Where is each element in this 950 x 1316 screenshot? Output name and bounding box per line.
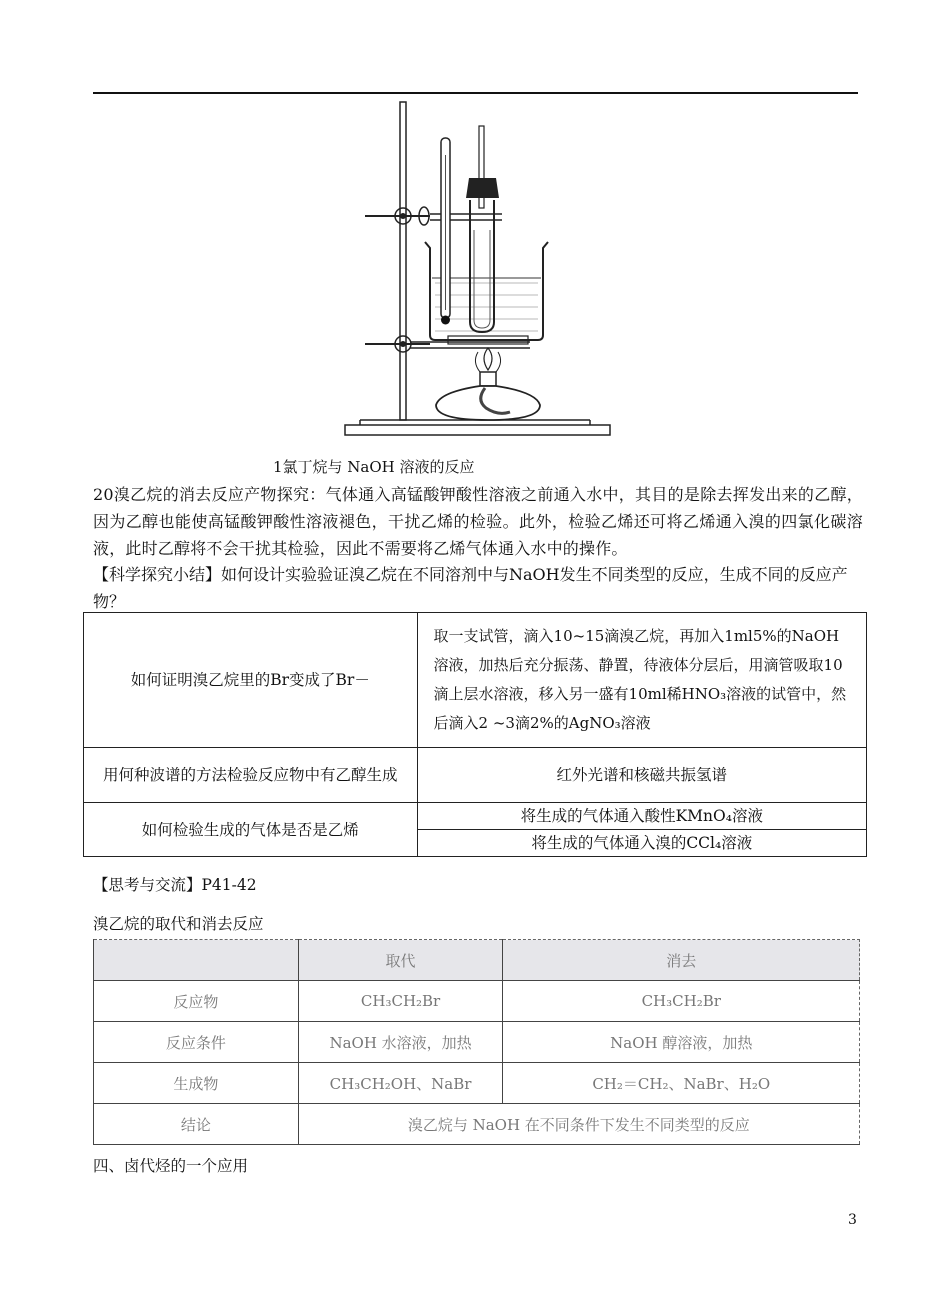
top-rule — [93, 92, 858, 94]
table-row — [94, 1022, 860, 1063]
table-row — [94, 1063, 860, 1104]
experiment-table — [83, 612, 867, 857]
think-and-discuss: 【思考与交流】P41-42 — [93, 876, 257, 894]
paragraph-text: 20溴乙烷的消去反应产物探究：气体通入高锰酸钾酸性溶液之前通入水中，其目的是除去挥发出来的乙醇，因为乙醇也能使高锰酸钾酸性溶液褪色，干扰乙烯的检验。此外，检验乙烯还可将乙烯通入溴的四氯化碳溶液，此时乙醇将不会干扰其检验，因此不需要将乙烯气体通入水中的操作。 — [93, 485, 863, 558]
science-summary: 【科学探究小结】如何设计实验验证溴乙烷在不同溶剂中与NaOH发生不同类型的反应，生成不同的反应产物？ — [93, 565, 848, 611]
conclusion-cell: 溴乙烷与 NaOH 在不同条件下发生不同类型的反应 — [298, 1104, 859, 1145]
table-row — [84, 803, 867, 830]
table-cell-answer: 红外光谱和核磁共振氢谱 — [417, 748, 866, 803]
table-row — [94, 981, 860, 1022]
table-row — [84, 613, 867, 748]
table-cell-question: 如何证明溴乙烷里的Br变成了Br－ — [84, 613, 418, 748]
row-label: 反应条件 — [94, 1022, 299, 1063]
exploration-paragraph — [93, 481, 863, 562]
section-heading: 四、卤代烃的一个应用 — [93, 1157, 249, 1175]
header-cell: 取代 — [298, 940, 503, 981]
row-label: 结论 — [94, 1104, 299, 1145]
elimination-cell: NaOH 醇溶液，加热 — [503, 1022, 860, 1063]
substitution-cell: CH₃CH₂Br — [298, 981, 503, 1022]
row-label: 反应物 — [94, 981, 299, 1022]
reaction-comparison-table — [93, 939, 860, 1145]
table-row — [94, 1104, 860, 1145]
substitution-cell: NaOH 水溶液，加热 — [298, 1022, 503, 1063]
header-cell — [94, 940, 299, 981]
elimination-cell: CH₂＝CH₂、NaBr、H₂O — [503, 1063, 860, 1104]
row-label: 生成物 — [94, 1063, 299, 1104]
table-cell-answer: 取一支试管，滴入10~15滴溴乙烷，再加入1ml5%的NaOH溶液，加热后充分振荡、静置，待液体分层后，用滴管吸取10滴上层水溶液，移入另一盛有10ml稀HNO₃溶液的试管中，然后滴入2 ~3滴2%的AgNO₃溶液 — [417, 613, 866, 748]
table-header-row — [94, 940, 860, 981]
header-cell: 消去 — [503, 940, 860, 981]
substitution-cell: CH₃CH₂OH、NaBr — [298, 1063, 503, 1104]
table-cell-answer: 将生成的气体通入酸性KMnO₄溶液 — [417, 803, 866, 830]
table-cell-question: 用何种波谱的方法检验反应物中有乙醇生成 — [84, 748, 418, 803]
reflux-apparatus-figure — [340, 100, 620, 445]
table-cell-answer: 将生成的气体通入溴的CCl₄溶液 — [417, 830, 866, 857]
table2-title: 溴乙烷的取代和消去反应 — [93, 915, 264, 933]
elimination-cell: CH₃CH₂Br — [503, 981, 860, 1022]
table-row — [84, 748, 867, 803]
table-cell-question: 如何检验生成的气体是否是乙烯 — [84, 803, 418, 857]
figure-caption: 1氯丁烷与 NaOH 溶液的反应 — [273, 458, 475, 476]
page-number: 3 — [848, 1212, 857, 1228]
